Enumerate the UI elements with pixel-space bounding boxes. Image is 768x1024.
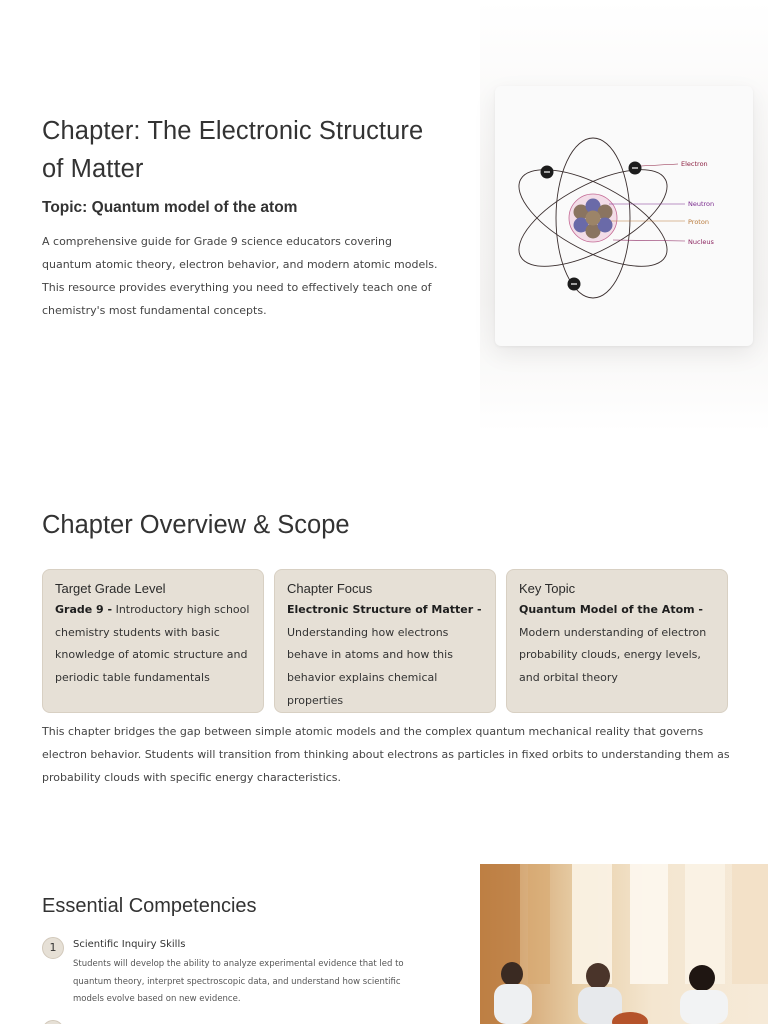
card-chapter-focus [274, 569, 496, 713]
neutron-particle [586, 211, 601, 226]
label-proton: Proton [688, 218, 709, 226]
card-text: Introductory high school chemistry students with basic knowledge of atomic structure and periodic table fundamentals [55, 603, 250, 685]
competency-name: Scientific Inquiry Skills [73, 939, 186, 950]
classroom-photo-illustration [480, 864, 768, 1024]
card-body [287, 599, 483, 713]
label-nucleus: Nucleus [688, 238, 714, 246]
card-bold-lead: Quantum Model of the Atom - [519, 603, 703, 616]
card-heading: Chapter Focus [287, 581, 373, 596]
card-heading: Target Grade Level [55, 581, 166, 596]
chapter-title: Chapter: The Electronic Structure of Matter [42, 117, 424, 183]
atom-diagram-card [495, 86, 753, 346]
topic-subtitle: Topic: Quantum model of the atom [42, 199, 298, 216]
card-text: Understanding how electrons behave in atoms and how this behavior explains chemical properties [287, 625, 453, 707]
classroom-photo [480, 864, 768, 1024]
card-heading: Key Topic [519, 581, 576, 596]
competencies-title: Essential Competencies [42, 895, 257, 917]
hero-text [42, 112, 442, 322]
atom-diagram [495, 86, 753, 346]
card-body [519, 599, 715, 690]
diagram-labels [681, 160, 714, 246]
card-bold-lead: Grade 9 - [55, 603, 113, 616]
card-bold-lead: Electronic Structure of Matter - [287, 603, 482, 616]
card-key-topic [506, 569, 728, 713]
card-body [55, 599, 251, 690]
diagram-leader-lines [609, 164, 685, 241]
competency-number-badge: 1 [42, 937, 64, 959]
hero-section [0, 0, 768, 432]
overview-title: Chapter Overview & Scope [42, 511, 350, 539]
card-target-grade [42, 569, 264, 713]
label-neutron: Neutron [688, 200, 715, 208]
competency-number-badge-next [42, 1020, 64, 1024]
label-electron: Electron [681, 160, 708, 168]
overview-paragraph: This chapter bridges the gap between simple atomic models and the complex quantum mechanical reality that governs electron behavior. Students will transition from thinking about electrons as particles in fixed orbits to understanding them as probability clouds with specific energy characteristics. [42, 725, 730, 784]
competency-description: Students will develop the ability to analyze experimental evidence that led to quantum theory, interpret spectroscopic data, and understand how scientific models evolve based on new evidence. [73, 959, 404, 1005]
hero-description: A comprehensive guide for Grade 9 science educators covering quantum atomic theory, electron behavior, and modern atomic models. This resource provides everything you need to effectively teach one of chemistry's most fundamental concepts. [42, 235, 438, 317]
card-text: Modern understanding of electron probability clouds, energy levels, and orbital theory [519, 625, 707, 685]
